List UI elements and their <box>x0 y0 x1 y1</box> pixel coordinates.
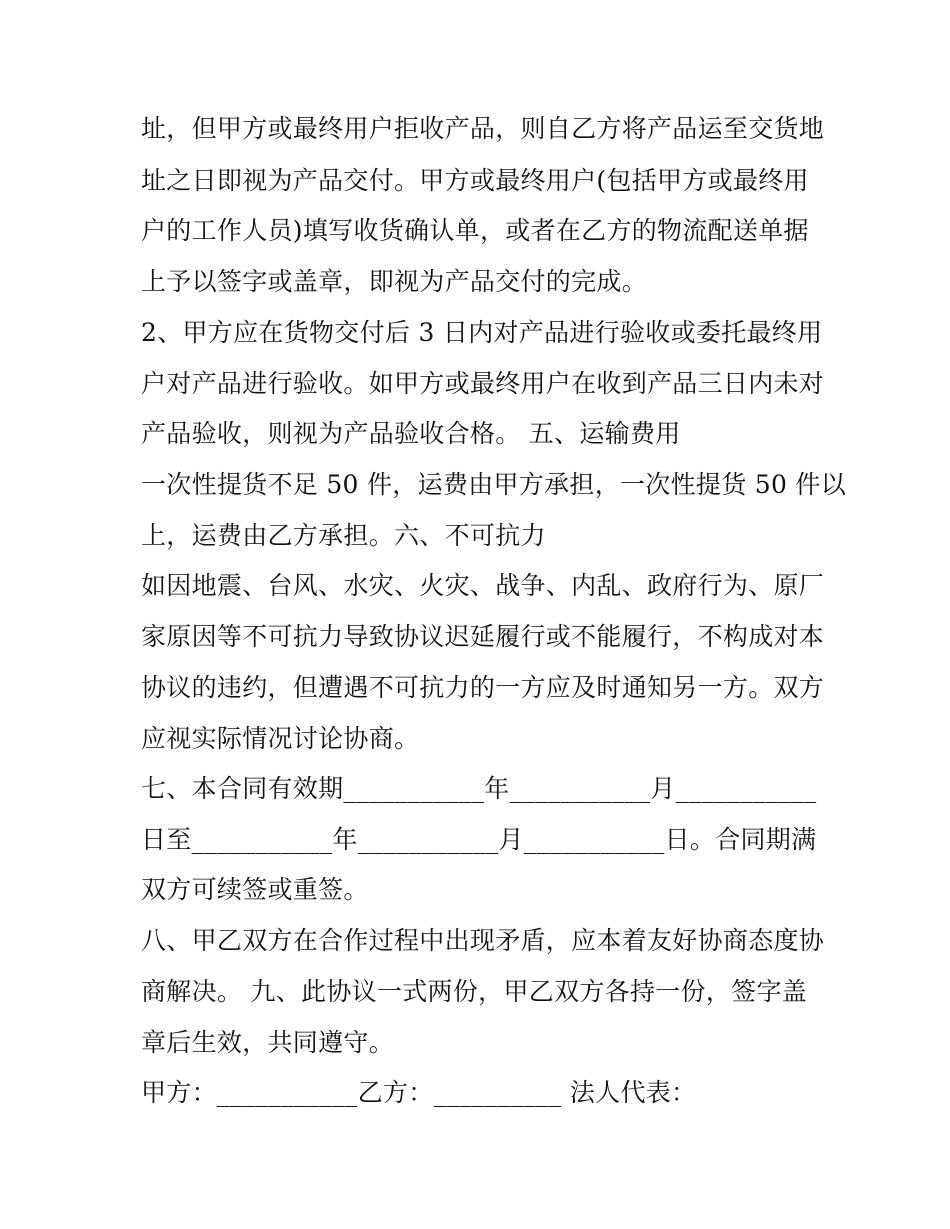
text-line: 户对产品进行验收。如甲方或最终用户在收到产品三日内未对 <box>141 369 825 398</box>
text-line: 上予以签字或盖章，即视为产品交付的完成。 <box>141 267 648 296</box>
text-line: 址之日即视为产品交付。甲方或最终用户(包括甲方或最终用 <box>141 166 809 195</box>
text-line: 章后生效，共同遵守。 <box>141 1028 395 1057</box>
text-line: 一次性提货不足 50 件，运费由甲方承担，一次性提货 50 件以 <box>141 470 847 499</box>
text-line: 址，但甲方或最终用户拒收产品，则自乙方将产品运至交货地 <box>141 114 825 143</box>
text-line: 应视实际情况讨论协商。 <box>141 724 420 753</box>
text-line: 户的工作人员)填写收货确认单，或者在乙方的物流配送单据 <box>141 216 809 245</box>
text-line: 产品验收，则视为产品验收合格。 五、运输费用 <box>141 419 681 448</box>
text-line: 上，运费由乙方承担。六、不可抗力 <box>141 521 546 550</box>
text-line: 双方可续签或重签。 <box>141 875 369 904</box>
text-line: 家原因等不可抗力导致协议迟延履行或不能履行，不构成对本 <box>141 622 825 651</box>
text-line: 商解决。 九、此协议一式两份，甲乙双方各持一份，签字盖 <box>141 977 808 1006</box>
text-line: 如因地震、台风、水灾、火灾、战争、内乱、政府行为、原厂 <box>141 571 825 600</box>
text-line: 日至___________年___________月___________日。合同期满 <box>141 825 817 854</box>
text-line: 2、甲方应在货物交付后 3 日内对产品进行验收或委托最终用 <box>141 318 823 347</box>
text-line: 甲方：___________乙方：__________ 法人代表： <box>141 1078 697 1107</box>
text-line: 八、甲乙双方在合作过程中出现矛盾，应本着友好协商态度协 <box>141 926 825 955</box>
text-line: 七、本合同有效期___________年___________月___________ <box>141 774 817 803</box>
text-line: 协议的违约，但遭遇不可抗力的一方应及时通知另一方。双方 <box>141 673 825 702</box>
